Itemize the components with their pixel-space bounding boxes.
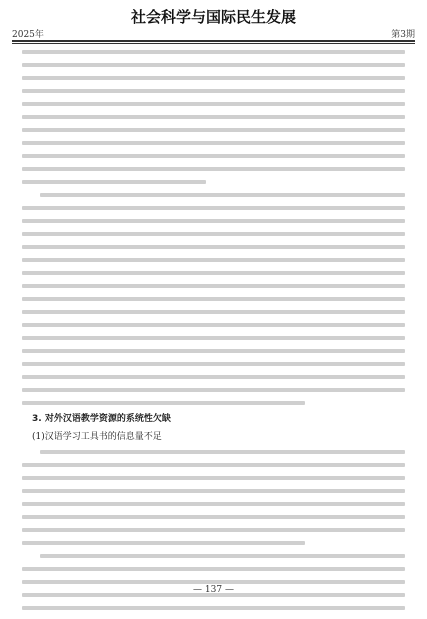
text-line	[22, 388, 405, 392]
text-line	[22, 102, 405, 106]
journal-title: 社会科学与国际民生发展	[130, 8, 296, 26]
text-line	[22, 76, 405, 80]
text-line	[22, 89, 405, 93]
text-line	[22, 284, 405, 288]
text-line	[22, 141, 405, 145]
text-line	[22, 580, 405, 584]
text-line	[22, 476, 405, 480]
text-line	[40, 193, 405, 197]
text-line	[22, 489, 405, 493]
header-rule-thin	[12, 43, 415, 44]
text-line	[22, 271, 405, 275]
text-line	[22, 167, 405, 171]
subsection-heading: (1)汉语学习工具书的信息量不足	[32, 432, 162, 442]
text-line	[22, 463, 405, 467]
text-line	[22, 310, 405, 314]
text-line	[22, 541, 305, 545]
text-line	[22, 219, 405, 223]
text-line	[22, 206, 405, 210]
year: 2025年	[12, 30, 44, 40]
text-line	[22, 297, 405, 301]
section-heading: 3. 对外汉语教学资源的系统性欠缺	[32, 414, 171, 424]
text-line	[22, 336, 405, 340]
text-line	[22, 154, 405, 158]
text-line	[22, 50, 405, 54]
issue-number: 第3期	[391, 30, 415, 40]
text-line	[22, 375, 405, 379]
text-line	[22, 180, 206, 184]
text-line	[22, 128, 405, 132]
text-line	[40, 450, 405, 454]
page-number: — 137 —	[193, 585, 234, 595]
text-line	[40, 554, 405, 558]
text-line	[22, 567, 405, 571]
header-rule	[12, 40, 415, 42]
text-line	[22, 515, 405, 519]
text-line	[22, 528, 405, 532]
text-line	[22, 349, 405, 353]
text-line	[22, 63, 405, 67]
text-line	[22, 115, 405, 119]
text-line	[22, 362, 405, 366]
text-line	[22, 502, 405, 506]
text-line	[22, 232, 405, 236]
text-line	[22, 323, 405, 327]
article-body	[22, 50, 405, 619]
text-line	[22, 245, 405, 249]
text-line	[22, 401, 305, 405]
text-line	[22, 258, 405, 262]
